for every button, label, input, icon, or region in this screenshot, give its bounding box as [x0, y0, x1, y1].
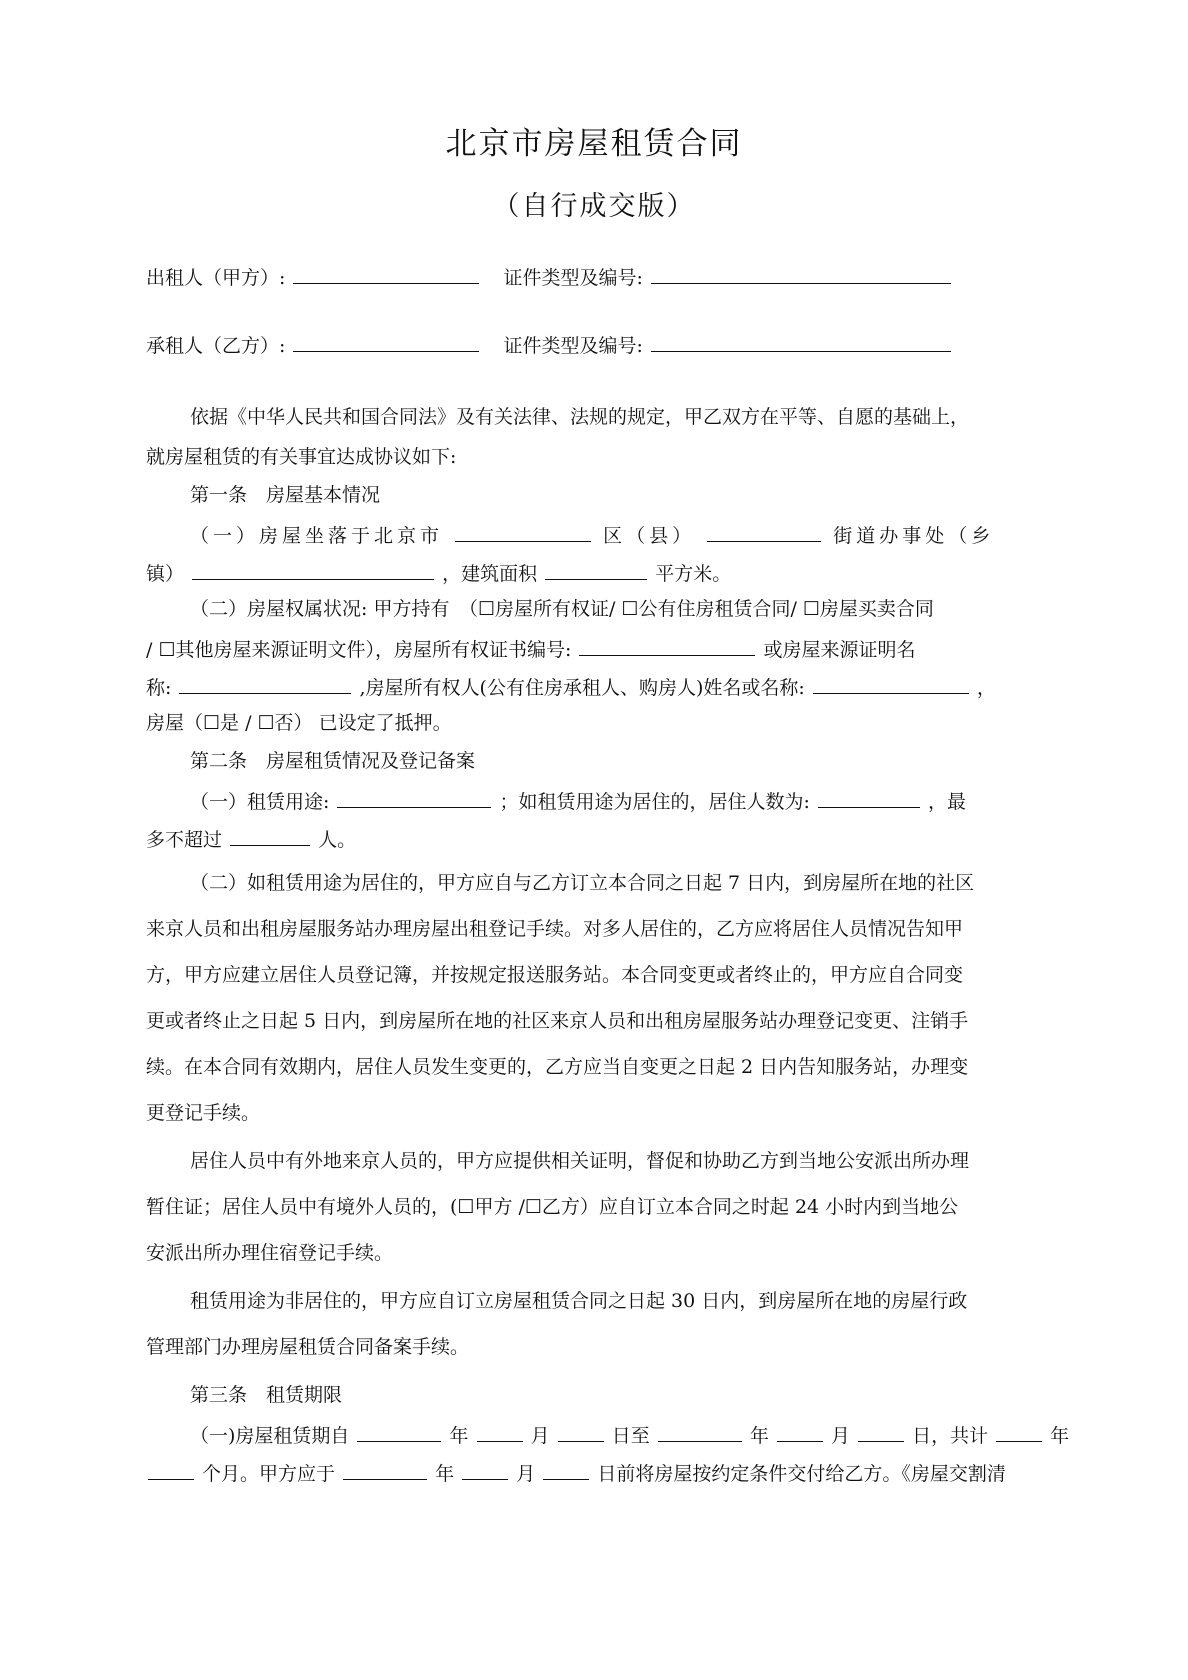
source-doc-label-end: 称:: [146, 677, 172, 699]
street-label: 街道办事处（乡: [833, 525, 995, 547]
start-month-field[interactable]: [477, 1420, 523, 1442]
district-field[interactable]: [455, 520, 591, 542]
owner-name-field[interactable]: [813, 672, 969, 694]
document-subtitle: （自行成交版）: [492, 191, 696, 222]
source-doc-label: 或房屋来源证明名: [763, 639, 916, 661]
total-label: 日，共计: [912, 1425, 989, 1447]
party-b-id-field[interactable]: [651, 330, 951, 352]
party-b-name-field[interactable]: [293, 330, 479, 352]
total-months-field[interactable]: [148, 1458, 194, 1480]
delivery-day-field[interactable]: [543, 1458, 589, 1480]
usage-field[interactable]: [337, 786, 491, 808]
comma: ，: [976, 677, 996, 699]
art1-p2-line-4: 房屋（☐是 / ☐否） 已设定了抵押。: [146, 712, 452, 734]
month-label: 月: [516, 1463, 536, 1485]
residents-field[interactable]: [818, 786, 920, 808]
month-label: 月: [530, 1425, 550, 1447]
party-b-label: 承租人（乙方）:: [146, 335, 286, 357]
area-unit: 平方米。: [655, 563, 732, 585]
intro-line-1: 依据《中华人民共和国合同法》及有关法律、法规的规定，甲乙双方在平等、自愿的基础上，: [190, 406, 970, 428]
art3-p1-line-1: [190, 1420, 1090, 1449]
area-field[interactable]: [545, 558, 647, 580]
party-a-label: 出租人（甲方）:: [146, 267, 286, 289]
art2-p1-line-1: [190, 786, 1090, 815]
party-b-row: [146, 330, 1046, 359]
party-a-id-label: 证件类型及编号:: [503, 267, 643, 289]
delivery-month-field[interactable]: [462, 1458, 508, 1480]
cert-number-label: / ☐其他房屋来源证明文件），房屋所有权证书编号:: [146, 639, 572, 661]
art2-p2-line-2: 来京人员和出租房屋服务站办理房屋出租登记手续。对多人居住的，乙方应将居住人员情况告知甲: [146, 918, 964, 940]
cert-number-field[interactable]: [579, 634, 755, 656]
party-a-name-field[interactable]: [293, 262, 479, 284]
art1-p2-line-2: [146, 634, 1046, 663]
art2-p4-line-1: 租赁用途为非居住的，甲方应自订立房屋租赁合同之日起 30 日内，到房屋所在地的房屋行政: [190, 1290, 968, 1312]
art2-p3-line-2: 暂住证；居住人员中有境外人员的，(☐甲方 /☐乙方）应自订立本合同之时起 24 小时内到当地公: [146, 1196, 959, 1218]
delivery-year-field[interactable]: [343, 1458, 427, 1480]
art2-p3-line-3: 安派出所办理住宿登记手续。: [146, 1242, 394, 1264]
art1-p1-line-2: [146, 558, 1046, 587]
party-a-row: [146, 262, 1046, 291]
term-end-label: 日至: [611, 1425, 650, 1447]
term-start-label: （一)房屋租赁期自: [190, 1425, 350, 1447]
art1-location-label: （一）房屋坐落于北京市: [190, 525, 444, 547]
persons-unit: 人。: [318, 829, 357, 851]
end-month-field[interactable]: [777, 1420, 823, 1442]
art1-p2-line-1: （二）房屋权属状况: 甲方持有 （☐房屋所有权证/ ☐公有住房租赁合同/ ☐房屋买卖合同: [190, 598, 934, 620]
total-years-field[interactable]: [996, 1420, 1042, 1442]
year-label: 年: [435, 1463, 455, 1485]
end-day-field[interactable]: [858, 1420, 904, 1442]
max-residents-field[interactable]: [230, 824, 310, 846]
party-b-id-label: 证件类型及编号:: [503, 335, 643, 357]
article-3-heading: 第三条 租赁期限: [190, 1384, 343, 1406]
art1-p1-line-1: [190, 520, 1090, 549]
district-label: 区（县）: [603, 525, 696, 547]
art2-p4-line-2: 管理部门办理房屋租赁合同备案手续。: [146, 1336, 470, 1358]
art2-p2-line-1: （二）如租赁用途为居住的，甲方应自与乙方订立本合同之日起 7 日内，到房屋所在地的社区: [190, 872, 975, 894]
delivery-terms-label: 日前将房屋按约定条件交付给乙方。《房屋交割清: [597, 1463, 1006, 1485]
street-field[interactable]: [707, 520, 821, 542]
party-a-id-field[interactable]: [651, 262, 951, 284]
start-day-field[interactable]: [558, 1420, 604, 1442]
source-doc-field[interactable]: [179, 672, 351, 694]
residents-label: ；如租赁用途为居住的，居住人数为:: [499, 791, 810, 813]
start-year-field[interactable]: [357, 1420, 441, 1442]
year-label: 年: [1050, 1425, 1070, 1447]
year-label: 年: [749, 1425, 769, 1447]
article-2-heading: 第二条 房屋租赁情况及登记备案: [190, 750, 476, 772]
area-label: ，建筑面积: [442, 563, 538, 585]
end-year-field[interactable]: [658, 1420, 742, 1442]
art2-p1-line-2: [146, 824, 1046, 853]
usage-label: （一）租赁用途:: [190, 791, 330, 813]
document-title: 北京市房屋租赁合同: [445, 126, 743, 162]
art2-p2-line-5: 续。在本合同有效期内，居住人员发生变更的，乙方应当自变更之日起 2 日内告知服务站，办理变: [146, 1056, 969, 1078]
owner-name-label: ,房屋所有权人(公有住房承租人、购房人)姓名或名称:: [359, 677, 805, 699]
art2-p2-line-6: 更登记手续。: [146, 1102, 261, 1124]
max-residents-label: 多不超过: [146, 829, 223, 851]
article-1-heading: 第一条 房屋基本情况: [190, 484, 381, 506]
art3-p1-line-2: [146, 1458, 1046, 1487]
art2-p2-line-4: 更或者终止之日起 5 日内，到房屋所在地的社区来京人员和出租房屋服务站办理登记变更、注销手: [146, 1010, 969, 1032]
town-label: 镇）: [146, 563, 185, 585]
max-label: ，最: [928, 791, 967, 813]
month-label: 月: [830, 1425, 850, 1447]
art2-p2-line-3: 方，甲方应建立居住人员登记簿，并按规定报送服务站。本合同变更或者终止的，甲方应自合同变: [146, 964, 964, 986]
year-label: 年: [449, 1425, 469, 1447]
delivery-label: 个月。甲方应于: [202, 1463, 336, 1485]
art2-p3-line-1: 居住人员中有外地来京人员的，甲方应提供相关证明，督促和协助乙方到当地公安派出所办理: [190, 1150, 970, 1172]
art1-p2-line-3: [146, 672, 1046, 701]
town-field[interactable]: [192, 558, 434, 580]
intro-line-2: 就房屋租赁的有关事宜达成协议如下:: [146, 446, 457, 468]
